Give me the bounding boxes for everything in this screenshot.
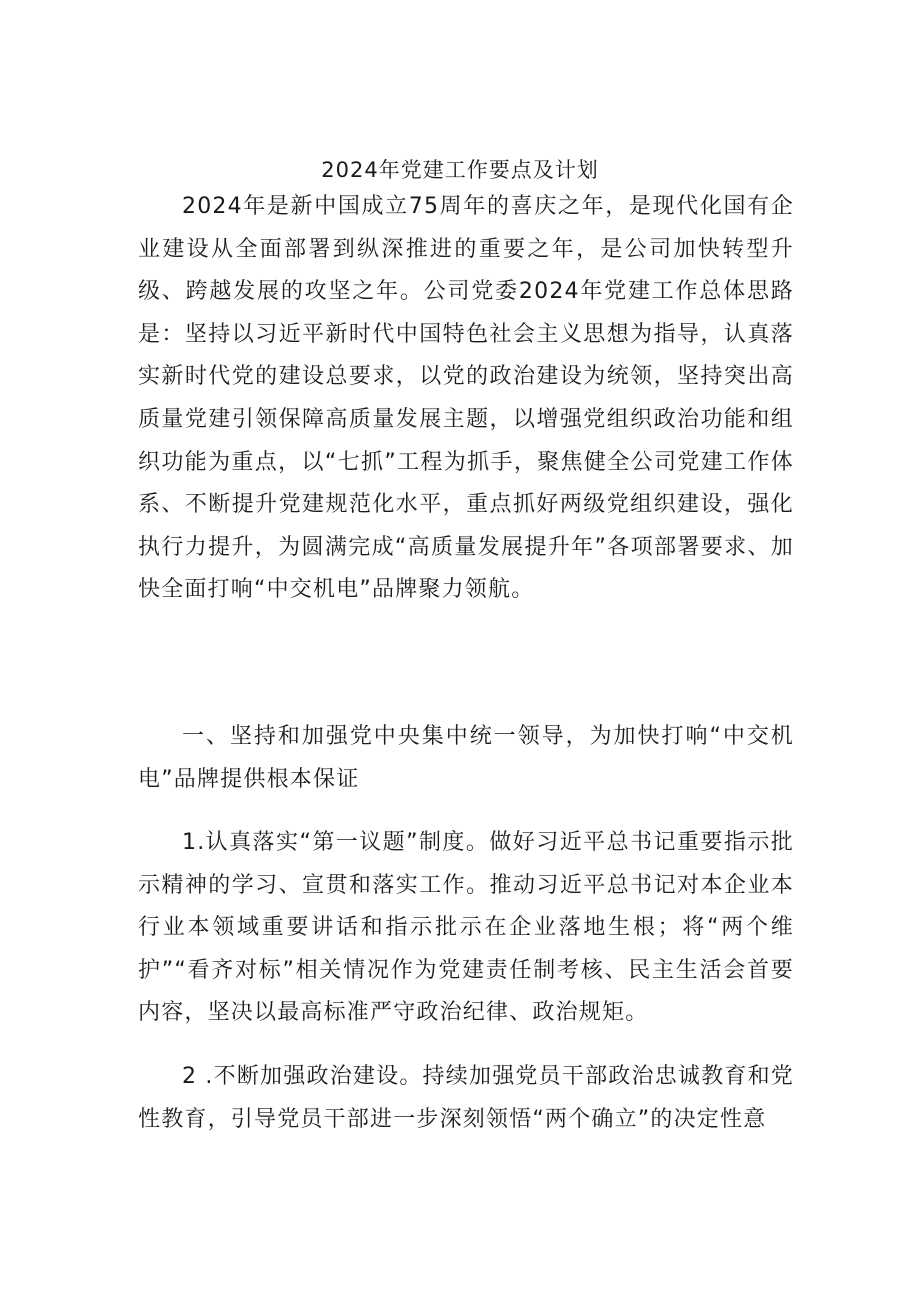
intro-paragraph: 2024年是新中国成立75周年的喜庆之年，是现代化国有企业建设从全面部署到纵深推进的重要之年，是公司加快转型升级、跨越发展的攻坚之年。公司党委2024年党建工作总体思路是：坚持以习近平新时代中国特色社会主义思想为指导，认真落实新时代党的建设总要求，以党的政治建设为统领，坚持突出高质量党建引领保障高质量发展主题，以增强党组织政治功能和组织功能为重点，以“七抓”工程为抓手，聚焦健全公司党建工作体系、不断提升党建规范化水平，重点抓好两级党组织建设，强化执行力提升，为圆满完成“高质量发展提升年”各项部署要求、加快全面打响“中交机电”品牌聚力领航。 bbox=[138, 194, 794, 603]
section-heading-1: 一、坚持和加强党中央集中统一领导，为加快打响“中交机电”品牌提供根本保证 bbox=[138, 724, 794, 792]
item-1-paragraph: 1.认真落实“第一议题”制度。做好习近平总书记重要指示批示精神的学习、宣贯和落实工作。推动习近平总书记对本企业本行业本领域重要讲话和指示批示在企业落地生根；将“两个维护”“看齐对标”相关情况作为党建责任制考核、民主生活会首要内容，坚决以最高标准严守政治纪律、政治规矩。 bbox=[138, 830, 794, 1026]
item-2-paragraph: 2 .不断加强政治建设。持续加强党员干部政治忠诚教育和党性教育，引导党员干部进一步深刻领悟“两个确立”的决定性意 bbox=[138, 1064, 794, 1132]
document-title: 2024年党建工作要点及计划 bbox=[321, 158, 599, 182]
